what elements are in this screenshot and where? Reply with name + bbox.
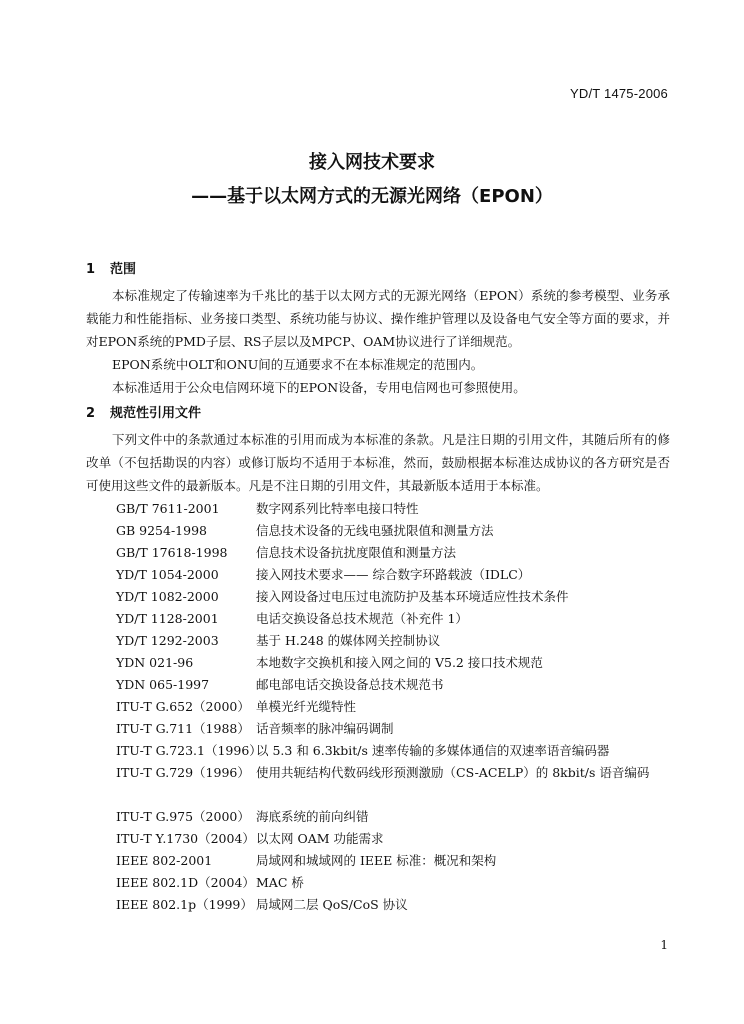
reference-title: MAC 桥 bbox=[256, 875, 304, 890]
reference-title: 以太网 OAM 功能需求 bbox=[256, 831, 384, 846]
list-item bbox=[116, 630, 656, 652]
paragraph: EPON系统中OLT和ONU间的互通要求不在本标准规定的范围内。 bbox=[112, 357, 484, 372]
list-item bbox=[116, 762, 656, 806]
reference-title: 局域网和城域网的 IEEE 标准：概况和架构 bbox=[256, 853, 497, 868]
reference-title: 本地数字交换机和接入网之间的 V5.2 接口技术规范 bbox=[256, 655, 543, 670]
reference-code: ITU-T G.711（1988） bbox=[116, 721, 250, 736]
reference-title: 邮电部电话交换设备总技术规范书 bbox=[256, 677, 444, 692]
list-item bbox=[116, 828, 656, 850]
reference-code: IEEE 802.1p（1999） bbox=[116, 897, 253, 912]
document-title: 接入网技术要求 bbox=[309, 152, 435, 173]
list-item bbox=[116, 608, 656, 630]
reference-title: 电话交换设备总技术规范（补充件 1） bbox=[256, 611, 468, 626]
standard-code: YD/T 1475-2006 bbox=[570, 86, 668, 101]
reference-code: YD/T 1054-2000 bbox=[116, 567, 219, 582]
section-heading-scope bbox=[86, 258, 136, 277]
list-item bbox=[116, 564, 656, 586]
reference-code: ITU-T G.652（2000） bbox=[116, 699, 250, 714]
reference-title: 以 5.3 和 6.3kbit/s 速率传输的多媒体通信的双速率语音编码器 bbox=[256, 743, 610, 758]
reference-code: YD/T 1292-2003 bbox=[116, 633, 219, 648]
reference-title: 话音频率的脉冲编码调制 bbox=[256, 721, 394, 736]
reference-code: ITU-T G.975（2000） bbox=[116, 809, 250, 824]
reference-title: 使用共轭结构代数码线形预测激励（CS-ACELP）的 8kbit/s 语音编码 bbox=[256, 765, 650, 780]
list-item bbox=[116, 806, 656, 828]
reference-title: 单模光纤光缆特性 bbox=[256, 699, 357, 714]
list-item bbox=[116, 872, 656, 894]
list-item bbox=[116, 586, 656, 608]
list-item bbox=[116, 498, 656, 520]
list-item bbox=[116, 850, 656, 872]
section-title: 范围 bbox=[110, 262, 137, 277]
list-item bbox=[116, 894, 656, 916]
scope-body bbox=[86, 284, 670, 399]
reference-title: 接入网技术要求—— 综合数字环路载波（IDLC） bbox=[256, 567, 531, 582]
references-intro bbox=[86, 428, 670, 497]
section-number: 2 bbox=[86, 406, 96, 421]
section-number: 1 bbox=[86, 262, 96, 277]
list-item bbox=[116, 740, 656, 762]
reference-title: 信息技术设备抗扰度限值和测量方法 bbox=[256, 545, 457, 560]
list-item bbox=[116, 674, 656, 696]
paragraph: 下列文件中的条款通过本标准的引用而成为本标准的条款。凡是注日期的引用文件，其随后所有的修改单（不包括勘误的内容）或修订版均不适用于本标准，然而，鼓励根据本标准达成协议的各方研究是否可使用这些文件的最新版本。凡是不注日期的引用文件，其最新版本适用于本标准。 bbox=[86, 432, 670, 493]
list-item bbox=[116, 718, 656, 740]
reference-code: GB/T 17618-1998 bbox=[116, 545, 228, 560]
reference-list bbox=[116, 498, 656, 916]
reference-title: 数字网系列比特率电接口特性 bbox=[256, 501, 419, 516]
paragraph: 本标准适用于公众电信网环境下的EPON设备，专用电信网也可参照使用。 bbox=[112, 380, 526, 395]
reference-code: YD/T 1128-2001 bbox=[116, 611, 219, 626]
reference-code: YDN 021-96 bbox=[116, 655, 194, 670]
list-item bbox=[116, 520, 656, 542]
reference-title: 海底系统的前向纠错 bbox=[256, 809, 369, 824]
page-number: 1 bbox=[660, 938, 668, 952]
paragraph: 本标准规定了传输速率为千兆比的基于以太网方式的无源光网络（EPON）系统的参考模型、业务承载能力和性能指标、业务接口类型、系统功能与协议、操作维护管理以及设备电气安全等方面的要求，并对EPON系统的PMD子层、RS子层以及MPCP、OAM协议进行了详细规范。 bbox=[86, 288, 670, 349]
section-title: 规范性引用文件 bbox=[110, 406, 202, 421]
list-item bbox=[116, 652, 656, 674]
list-item bbox=[116, 542, 656, 564]
document-subtitle: ——基于以太网方式的无源光网络（EPON） bbox=[191, 186, 553, 207]
reference-code: ITU-T Y.1730（2004） bbox=[116, 831, 255, 846]
reference-code: GB 9254-1998 bbox=[116, 523, 207, 538]
reference-code: YDN 065-1997 bbox=[116, 677, 210, 692]
reference-code: IEEE 802-2001 bbox=[116, 853, 213, 868]
reference-code: GB/T 7611-2001 bbox=[116, 501, 220, 516]
reference-code: IEEE 802.1D（2004） bbox=[116, 875, 255, 890]
reference-title: 局域网二层 QoS/CoS 协议 bbox=[256, 897, 408, 912]
section-heading-references bbox=[86, 402, 201, 421]
reference-code: YD/T 1082-2000 bbox=[116, 589, 219, 604]
reference-title: 信息技术设备的无线电骚扰限值和测量方法 bbox=[256, 523, 494, 538]
reference-code: ITU-T G.729（1996） bbox=[116, 765, 250, 780]
reference-code: ITU-T G.723.1（1996） bbox=[116, 743, 262, 758]
reference-title: 接入网设备过电压过电流防护及基本环境适应性技术条件 bbox=[256, 589, 569, 604]
reference-title: 基于 H.248 的媒体网关控制协议 bbox=[256, 633, 441, 648]
list-item bbox=[116, 696, 656, 718]
